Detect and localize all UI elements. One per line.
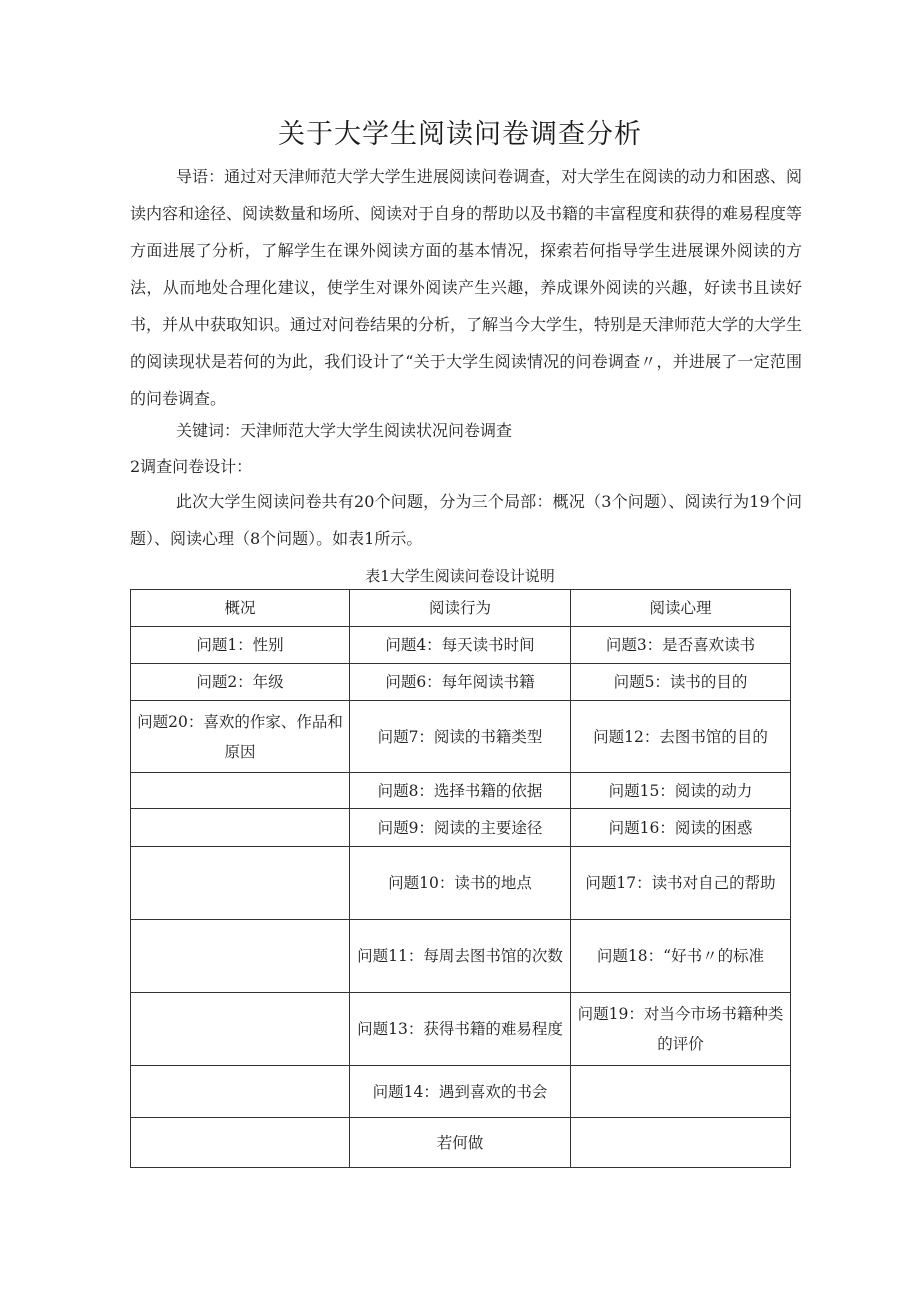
table-cell (571, 1118, 791, 1168)
table-row (131, 993, 791, 1066)
table-cell: 问题6：每年阅读书籍 (350, 664, 571, 701)
table-cell: 问题15：阅读的动力 (571, 773, 791, 809)
keywords-line: 关键词：天津师范大学大学生阅读状况问卷调查 (176, 421, 513, 440)
table-cell: 问题19：对当今市场书籍种类的评价 (571, 993, 791, 1066)
table-cell (131, 993, 350, 1066)
table-cell: 问题4：每天读书时间 (350, 627, 571, 664)
table-row (131, 701, 791, 773)
table-caption: 表1大学生阅读问卷设计说明 (365, 567, 555, 585)
header-cell-overview: 概况 (131, 590, 350, 627)
table-cell: 问题3：是否喜欢读书 (571, 627, 791, 664)
section-heading: 2调查问卷设计： (130, 457, 253, 476)
table-cell: 问题5：读书的目的 (571, 664, 791, 701)
table-cell: 问题16：阅读的困惑 (571, 809, 791, 847)
table-cell (131, 773, 350, 809)
table-cell: 问题9：阅读的主要途径 (350, 809, 571, 847)
table-row (131, 1118, 791, 1168)
table-cell: 问题17：读书对自己的帮助 (571, 847, 791, 920)
table-cell: 问题20：喜欢的作家、作品和原因 (131, 701, 350, 773)
table-cell (131, 809, 350, 847)
design-paragraph: 此次大学生阅读问卷共有20个问题，分为三个局部：概况（3个问题）、阅读行为19个问题）、阅读心理（8个问题）。如表1所示。 (130, 492, 802, 548)
table-row (131, 627, 791, 664)
table-cell: 问题18：“好书〃的标准 (571, 920, 791, 993)
table-cell: 问题8：选择书籍的依据 (350, 773, 571, 809)
table-row (131, 847, 791, 920)
table-cell (131, 847, 350, 920)
table-cell (131, 1066, 350, 1118)
table-row (131, 809, 791, 847)
intro-paragraph: 导语：通过对天津师范大学大学生进展阅读问卷调查，对大学生在阅读的动力和困惑、阅读内容和途径、阅读数量和场所、阅读对于自身的帮助以及书籍的丰富程度和获得的难易程度等方面进展了分析，了解学生在课外阅读方面的基本情况，探索若何指导学生进展课外阅读的方法，从而地处合理化建议，使学生对课外阅读产生兴趣，养成课外阅读的兴趣，好读书且读好书，并从中获取知识。通过对问卷结果的分析，了解当今大学生，特别是天津师范大学的大学生的阅读现状是若何的为此，我们设计了“关于大学生阅读情况的问卷调查〃，并进展了一定范围的问卷调查。 (130, 167, 803, 408)
table-row (131, 920, 791, 993)
table-row (131, 664, 791, 701)
table-row (131, 1066, 791, 1118)
table-cell: 问题2：年级 (131, 664, 350, 701)
table-cell (131, 1118, 350, 1168)
document-title: 关于大学生阅读问卷调查分析 (278, 119, 642, 150)
table-cell: 问题1：性别 (131, 627, 350, 664)
table-header-row (131, 590, 791, 627)
table-cell: 问题13：获得书籍的难易程度 (350, 993, 571, 1066)
survey-design-table (130, 589, 791, 1168)
table-cell: 问题14：遇到喜欢的书会 (350, 1066, 571, 1118)
header-cell-behavior: 阅读行为 (350, 590, 571, 627)
table-cell: 问题12：去图书馆的目的 (571, 701, 791, 773)
table-cell: 问题11：每周去图书馆的次数 (350, 920, 571, 993)
table-cell (131, 920, 350, 993)
table-cell: 问题7：阅读的书籍类型 (350, 701, 571, 773)
table-cell: 问题10：读书的地点 (350, 847, 571, 920)
table-cell: 若何做 (350, 1118, 571, 1168)
table-cell (571, 1066, 791, 1118)
header-cell-psychology: 阅读心理 (571, 590, 791, 627)
table-row (131, 773, 791, 809)
